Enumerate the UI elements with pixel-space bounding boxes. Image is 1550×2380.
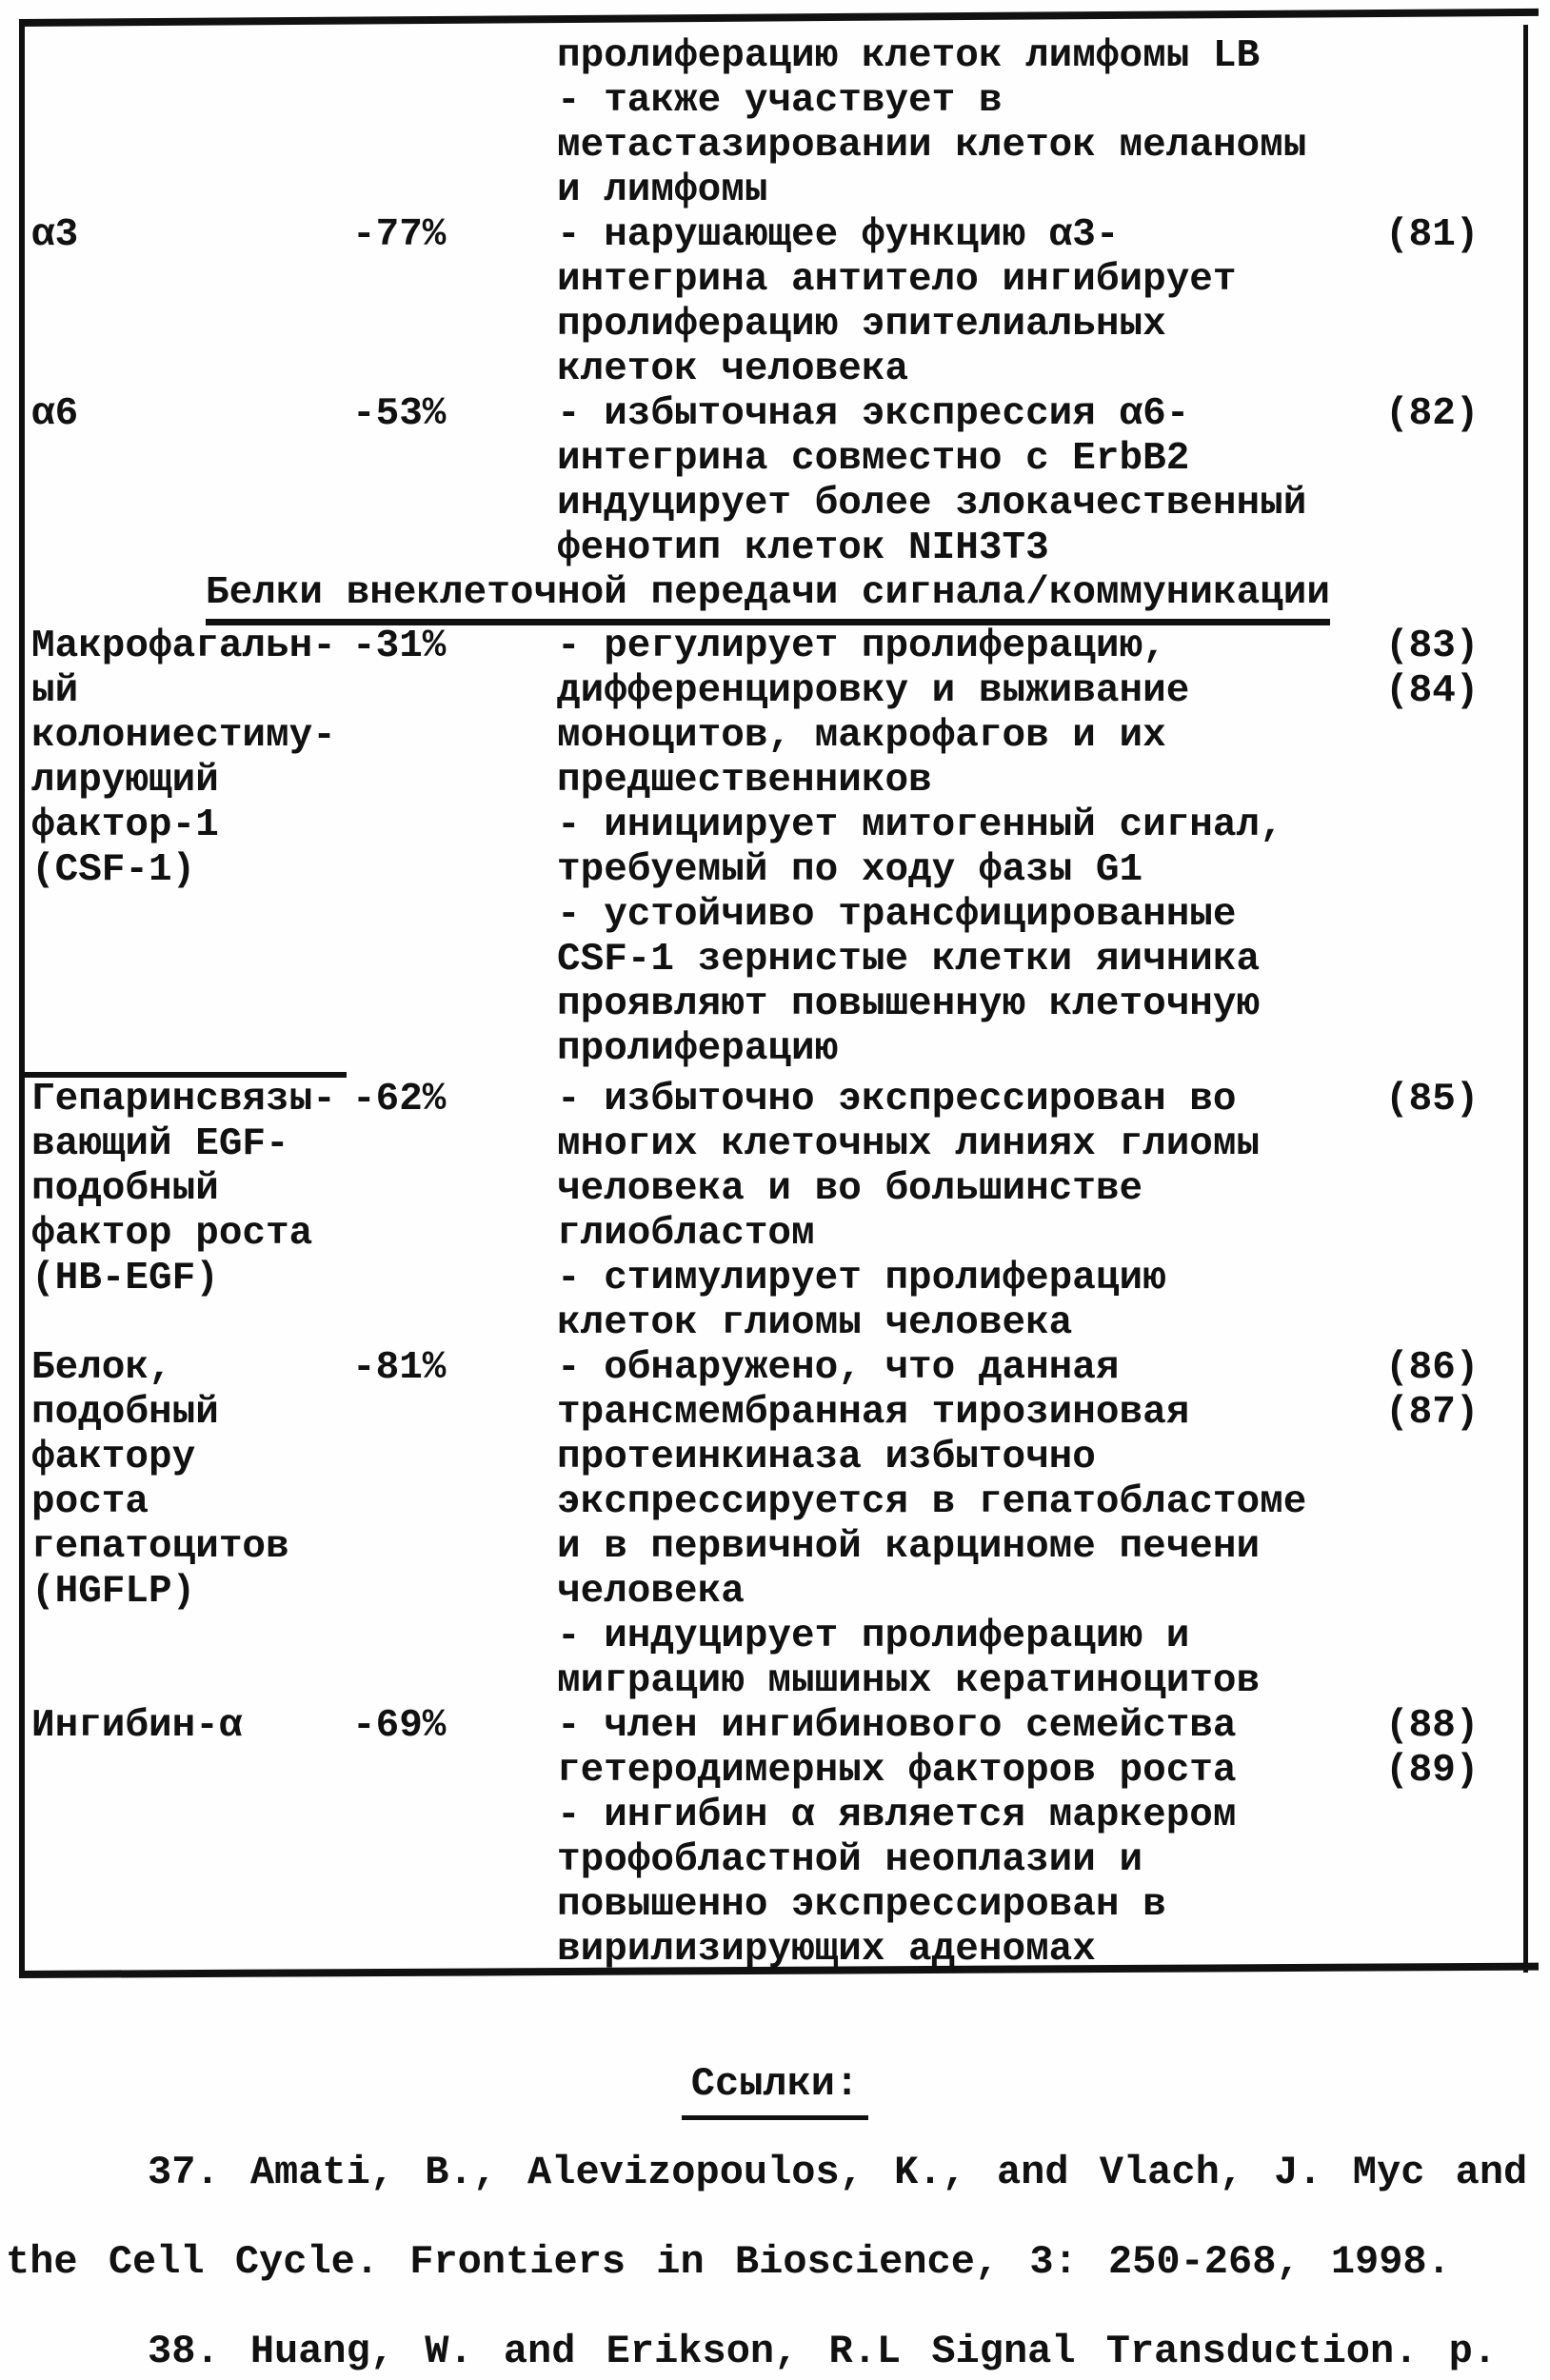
description-line: - избыточно экспрессирован во (557, 1078, 1237, 1121)
reference-number: (81) (1385, 213, 1480, 257)
protein-name: α3 (31, 213, 79, 257)
protein-name-column (31, 392, 78, 437)
protein-name: фактору (31, 1436, 196, 1479)
description-line: - также участвует в (557, 79, 1003, 123)
protein-name: α6 (31, 392, 79, 436)
description-line: протеинкиназа избыточно (557, 1436, 1096, 1479)
description-line: миграцию мышиных кератиноцитов (557, 1659, 1261, 1703)
percent-column (352, 1704, 446, 1749)
protein-name: подобный (31, 1167, 219, 1211)
description-line: - член ингибинового семейства (557, 1704, 1237, 1748)
protein-name: фактор роста (31, 1212, 313, 1256)
description-line: дифференцировку и выживание (557, 669, 1190, 713)
protein-name: Ингибин-α (31, 1704, 243, 1748)
table-row-hbegf (25, 1078, 1523, 1346)
percent-value: -62% (352, 1078, 447, 1121)
description-line: человека (557, 1570, 745, 1614)
description-column (557, 34, 1306, 213)
description-column (557, 213, 1237, 392)
reference-column (1385, 1704, 1479, 1794)
protein-name: вающий EGF- (31, 1122, 289, 1166)
percent-value: -69% (352, 1704, 447, 1748)
table-row-hgflp (25, 1346, 1523, 1704)
description-line: индуцирует более злокачественный (557, 482, 1307, 526)
description-line: повышенно экспрессирован в (557, 1883, 1166, 1927)
description-column (557, 625, 1283, 1072)
percent-column (352, 1078, 446, 1122)
percent-value: -81% (352, 1346, 447, 1390)
protein-name: Макрофагальн- (31, 625, 336, 668)
description-line: экспрессируется в гепатобластоме (557, 1480, 1307, 1524)
percent-column (352, 625, 446, 669)
description-line: клеток глиомы человека (557, 1301, 1073, 1345)
protein-name-column (31, 213, 78, 258)
protein-name-column (31, 625, 336, 893)
protein-name: подобный (31, 1391, 219, 1435)
description-line: человека и во большинстве (557, 1167, 1143, 1211)
description-line: - индуцирует пролиферацию и (557, 1615, 1190, 1658)
description-line: CSF-1 зернистые клетки яичника (557, 938, 1261, 982)
description-line: фенотип клеток NIH3T3 (557, 526, 1049, 570)
protein-name: фактор-1 (31, 803, 219, 847)
description-line: предшественников (557, 759, 932, 803)
reference-number: (82) (1385, 392, 1480, 436)
description-line: - нарушающее функцию α3- (557, 213, 1120, 257)
description-line: - обнаружено, что данная (557, 1346, 1120, 1390)
reference-citation-line: 37. Amati, B., Alevizopoulos, K., and Vlach, J. Myc and (148, 2150, 1528, 2195)
table-row-inhibin-alpha (25, 1704, 1523, 1973)
protein-name: роста (31, 1480, 149, 1524)
description-line: и в первичной карциноме печени (557, 1525, 1261, 1569)
protein-name: лирующий (31, 759, 219, 803)
description-line: - избыточная экспрессия α6- (557, 392, 1190, 436)
protein-name: ый (31, 669, 79, 713)
reference-number: (86) (1385, 1346, 1480, 1390)
protein-name-column (31, 1704, 242, 1749)
reference-citation-line: the Cell Cycle. Frontiers in Bioscience, 3: 250-268, 1998. (6, 2239, 1451, 2285)
table-row-alpha3 (25, 213, 1523, 392)
reference-number: (83) (1385, 625, 1480, 668)
protein-name: (HGFLP) (31, 1570, 196, 1614)
description-line: метастазировании клеток меланомы (557, 124, 1307, 168)
description-column (557, 1078, 1260, 1346)
description-line: клеток человека (557, 347, 909, 391)
reference-citation-line: 38. Huang, W. and Erikson, R.L Signal Transduction. p. (148, 2329, 1498, 2374)
description-line: пролиферацию эпителиальных (557, 303, 1166, 347)
description-column (557, 392, 1306, 571)
description-line: и лимфомы (557, 169, 768, 212)
description-line: проявляют повышенную клеточную (557, 982, 1261, 1026)
description-column (557, 1704, 1237, 1973)
reference-column (1385, 213, 1479, 258)
percent-value: -31% (352, 625, 447, 668)
description-column (557, 1346, 1306, 1704)
description-line: - стимулирует пролиферацию (557, 1257, 1166, 1300)
section-header: Белки внеклеточной передачи сигнала/коммуникации (206, 571, 1330, 625)
protein-expression-table (19, 25, 1528, 1973)
reference-number: (87) (1385, 1391, 1480, 1435)
reference-number: (84) (1385, 669, 1480, 713)
percent-column (352, 1346, 446, 1391)
description-line: пролиферацию (557, 1027, 839, 1071)
description-line: пролиферацию клеток лимфомы LB (557, 34, 1261, 78)
protein-name: (CSF-1) (31, 848, 196, 892)
description-line: - регулирует пролиферацию, (557, 625, 1166, 668)
table-row-lb-continuation (25, 34, 1523, 213)
reference-number: (88) (1385, 1704, 1480, 1748)
protein-name: Белок, (31, 1346, 172, 1390)
reference-column (1385, 625, 1479, 714)
percent-value: -53% (352, 392, 447, 436)
percent-value: -77% (352, 213, 447, 257)
description-line: трансмембранная тирозиновая (557, 1391, 1190, 1435)
description-line: вирилизирующих аденомах (557, 1928, 1096, 1972)
reference-number: (85) (1385, 1078, 1480, 1121)
references-heading: Ссылки: (682, 2061, 868, 2120)
description-line: интегрина совместно с ErbB2 (557, 437, 1190, 481)
protein-name: колониестиму- (31, 714, 336, 758)
protein-name-column (31, 1346, 289, 1615)
percent-column (352, 392, 446, 437)
protein-name: (HB-EGF) (31, 1257, 219, 1300)
description-line: моноцитов, макрофагов и их (557, 714, 1166, 758)
description-line: требуемый по ходу фазы G1 (557, 848, 1143, 892)
description-line: - устойчиво трансфицированные (557, 893, 1237, 937)
description-line: многих клеточных линиях глиомы (557, 1122, 1261, 1166)
reference-column (1385, 392, 1479, 437)
protein-name-column (31, 1078, 336, 1301)
reference-column (1385, 1346, 1479, 1436)
percent-column (352, 213, 446, 258)
description-line: глиобластом (557, 1212, 815, 1256)
protein-name: Гепаринсвязы- (31, 1078, 336, 1121)
description-line: - ингибин α является маркером (557, 1794, 1237, 1837)
table-row-alpha6 (25, 392, 1523, 571)
references-heading-row (0, 2061, 1550, 2120)
description-line: трофобластной неоплазии и (557, 1838, 1143, 1882)
description-line: интегрина антитело ингибирует (557, 258, 1237, 302)
description-line: гетеродимерных факторов роста (557, 1749, 1237, 1793)
description-line: - инициирует митогенный сигнал, (557, 803, 1283, 847)
reference-number: (89) (1385, 1749, 1480, 1793)
reference-column (1385, 1078, 1479, 1122)
table-row-csf1 (25, 625, 1523, 1072)
section-header-row (25, 571, 1523, 625)
protein-name: гепатоцитов (31, 1525, 289, 1569)
table-top-border (19, 9, 1539, 27)
